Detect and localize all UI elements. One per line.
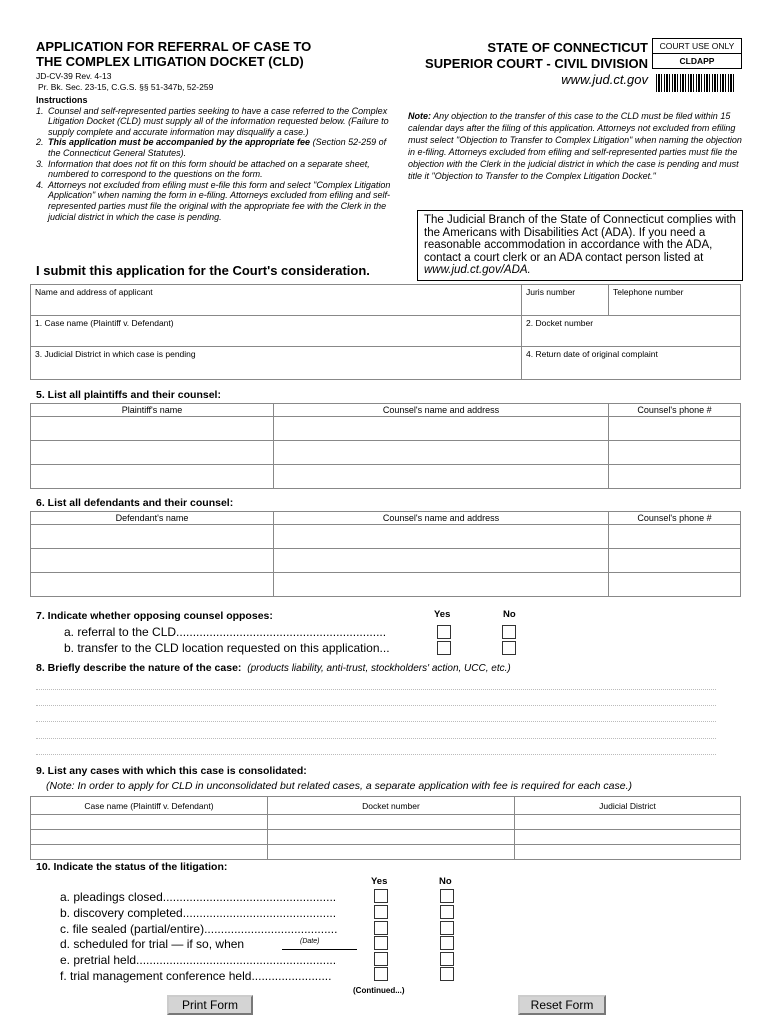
q8-heading-row: [36, 662, 511, 674]
defendants-heading: 6. List all defendants and their counsel:: [36, 497, 234, 509]
cell-input[interactable]: [609, 465, 741, 489]
cell-input[interactable]: [609, 549, 741, 573]
q10-item-a: a. pleadings closed....................................................: [60, 890, 337, 904]
q10-item-e: e. pretrial held............................................................: [60, 953, 337, 967]
court-header: [425, 40, 648, 88]
cell-input[interactable]: [31, 465, 274, 489]
cell-input[interactable]: [515, 830, 741, 845]
state-name: STATE OF CONNECTICUT: [487, 40, 648, 55]
q8-heading: 8. Briefly describe the nature of the case:: [36, 662, 242, 674]
q10a-yes-checkbox[interactable]: [374, 889, 388, 903]
q9-note: (Note: In order to apply for CLD in unconsolidated but related cases, a separate application with fee is required for each case.): [46, 780, 632, 792]
cell-input[interactable]: [268, 845, 515, 860]
q7-yes-label: Yes: [434, 609, 451, 620]
applicant-info-table: [30, 284, 741, 380]
cell-input[interactable]: [31, 417, 274, 441]
col-phone: Counsel's phone #: [609, 404, 741, 417]
court-name: SUPERIOR COURT - CIVIL DIVISION: [425, 56, 648, 71]
instruction-3: 3. Information that does not fit on this form should be attached on a separate sheet, numbered to correspond to the questions on the form.: [46, 159, 391, 180]
instruction-2: [46, 137, 391, 158]
submit-statement: I submit this application for the Court's consideration.: [36, 263, 370, 278]
q7b-yes-checkbox[interactable]: [437, 641, 451, 655]
q10-heading: 10. Indicate the status of the litigation:: [36, 861, 228, 873]
continued-label: (Continued...): [353, 986, 405, 995]
cell-input[interactable]: [274, 549, 609, 573]
plaintiffs-table: [30, 403, 741, 489]
q7a-yes-checkbox[interactable]: [437, 625, 451, 639]
cell-input[interactable]: [274, 441, 609, 465]
citation: Pr. Bk. Sec. 23-15, C.G.S. §§ 51-347b, 52-259: [38, 82, 214, 92]
col-counsel: Counsel's name and address: [274, 512, 609, 525]
instruction-2-rest: (Section 52-259 of the Connecticut General Statutes).: [48, 137, 387, 158]
trial-date-field[interactable]: [282, 949, 357, 950]
reset-form-button[interactable]: Reset Form: [518, 995, 606, 1015]
q10d-yes-checkbox[interactable]: [374, 936, 388, 950]
q10-item-d: d. scheduled for trial — if so, when: [60, 937, 245, 951]
court-use-code: CLDAPP: [653, 53, 741, 68]
cell-input[interactable]: [515, 815, 741, 830]
q10e-no-checkbox[interactable]: [440, 952, 454, 966]
q8-line[interactable]: [36, 721, 716, 722]
cell-input[interactable]: [609, 417, 741, 441]
website[interactable]: www.jud.ct.gov: [561, 72, 648, 87]
cell-input[interactable]: [268, 815, 515, 830]
table-row: [31, 549, 741, 573]
cell-input[interactable]: [609, 441, 741, 465]
cell-input[interactable]: [31, 845, 268, 860]
print-form-button[interactable]: Print Form: [167, 995, 253, 1015]
col-district: Judicial District: [515, 797, 741, 815]
col-case-name: Case name (Plaintiff v. Defendant): [31, 797, 268, 815]
table-row: [31, 441, 741, 465]
col-docket: Docket number: [268, 797, 515, 815]
q9-heading: 9. List any cases with which this case is consolidated:: [36, 765, 307, 777]
q8-line[interactable]: [36, 738, 716, 739]
cell-input[interactable]: [515, 845, 741, 860]
q7b-no-checkbox[interactable]: [502, 641, 516, 655]
col-defendant-name: Defendant's name: [31, 512, 274, 525]
juris-field[interactable]: Juris number: [522, 285, 609, 316]
col-counsel: Counsel's name and address: [274, 404, 609, 417]
q10f-yes-checkbox[interactable]: [374, 967, 388, 981]
instruction-4: 4. Attorneys not excluded from efiling must e-file this form and select "Complex Litigation Application" when naming the form in e-filing. Attorneys excluded from efiling and self-represented parties must file the original with the appropriate fee with the Clerk in the judicial district in which the case is pending.: [46, 180, 391, 222]
court-use-label: COURT USE ONLY: [659, 41, 735, 51]
q10d-no-checkbox[interactable]: [440, 936, 454, 950]
table-row: [31, 573, 741, 597]
q8-line[interactable]: [36, 754, 716, 755]
cell-input[interactable]: [31, 525, 274, 549]
q7a-no-checkbox[interactable]: [502, 625, 516, 639]
cell-input[interactable]: [609, 525, 741, 549]
table-row: [31, 525, 741, 549]
q10-no-label: No: [439, 876, 452, 887]
col-plaintiff-name: Plaintiff's name: [31, 404, 274, 417]
barcode: [656, 74, 736, 92]
q7-no-label: No: [503, 609, 516, 620]
plaintiffs-heading: 5. List all plaintiffs and their counsel:: [36, 389, 221, 401]
table-row: [31, 830, 741, 845]
q10c-yes-checkbox[interactable]: [374, 921, 388, 935]
cell-input[interactable]: [31, 573, 274, 597]
title-line-1: APPLICATION FOR REFERRAL OF CASE TO: [36, 39, 312, 54]
q10-item-c: c. file sealed (partial/entire)........................................: [60, 922, 338, 936]
q10-item-f: f. trial management conference held........................: [60, 969, 332, 983]
q7-item-b: b. transfer to the CLD location requested on this application...: [64, 641, 390, 655]
note-label: Note:: [408, 111, 431, 121]
q10e-yes-checkbox[interactable]: [374, 952, 388, 966]
instructions-heading: Instructions: [36, 95, 88, 105]
q8-line[interactable]: [36, 705, 716, 706]
instruction-2-bold: This application must be accompanied by the appropriate fee: [48, 137, 311, 148]
q10-item-b: b. discovery completed..............................................: [60, 906, 337, 920]
q10a-no-checkbox[interactable]: [440, 889, 454, 903]
col-phone: Counsel's phone #: [609, 512, 741, 525]
q10c-no-checkbox[interactable]: [440, 921, 454, 935]
table-row: [31, 465, 741, 489]
table-row: [31, 417, 741, 441]
applicant-field[interactable]: Name and address of applicant: [31, 285, 522, 316]
q10-yes-label: Yes: [371, 876, 388, 887]
objection-note: [408, 110, 743, 182]
return-date-field[interactable]: 4. Return date of original complaint: [522, 347, 741, 380]
defendants-table: [30, 511, 741, 597]
q10b-no-checkbox[interactable]: [440, 905, 454, 919]
q7-item-a: a. referral to the CLD...............................................................: [64, 625, 387, 639]
title-line-2: THE COMPLEX LITIGATION DOCKET (CLD): [36, 54, 304, 69]
district-field[interactable]: 3. Judicial District in which case is pending: [31, 347, 522, 380]
cell-input[interactable]: [268, 830, 515, 845]
q7-heading: 7. Indicate whether opposing counsel opposes:: [36, 610, 273, 622]
table-row: [31, 815, 741, 830]
cell-input[interactable]: [609, 573, 741, 597]
form-code: JD-CV-39 Rev. 4-13: [36, 71, 112, 81]
cell-input[interactable]: [274, 465, 609, 489]
instructions: [36, 95, 391, 222]
note-text: Any objection to the transfer of this case to the CLD must be filed within 15 calendar days after the filing of this application. Attorneys not excluded from efiling must select "Objection to Transfer to Complex Litigation" when naming the objection in e-filing. Attorneys excluded from efiling and self-represented parties must file the objection with the Clerk in the judicial district in which the case is pending and must title it "Objection to Transfer to the Complex Litigation Docket.": [408, 111, 742, 181]
cell-input[interactable]: [31, 830, 268, 845]
cell-input[interactable]: [274, 573, 609, 597]
q10f-no-checkbox[interactable]: [440, 967, 454, 981]
ada-text: The Judicial Branch of the State of Connecticut complies with the Americans with Disabilities Act (ADA). If you need a reasonable accommodation in accordance with the ADA, contact a court clerk or an ADA contact person listed at: [424, 214, 736, 264]
q10b-yes-checkbox[interactable]: [374, 905, 388, 919]
ada-notice: [417, 210, 743, 281]
q8-line[interactable]: [36, 689, 716, 690]
instruction-1: 1. Counsel and self-represented parties seeking to have a case referred to the Complex Litigation Docket (CLD) must supply all of the information requested below. (Failure to supply complete and accurate information may disqualify a case.): [46, 106, 391, 138]
court-use-box: [652, 38, 742, 69]
cell-input[interactable]: [274, 525, 609, 549]
phone-field[interactable]: Telephone number: [609, 285, 741, 316]
cell-input[interactable]: [31, 815, 268, 830]
consolidated-cases-table: [30, 796, 741, 860]
date-label: (Date): [300, 938, 320, 945]
case-name-field[interactable]: 1. Case name (Plaintiff v. Defendant): [31, 316, 522, 347]
docket-field[interactable]: 2. Docket number: [522, 316, 741, 347]
cell-input[interactable]: [274, 417, 609, 441]
cell-input[interactable]: [31, 549, 274, 573]
form-title: [36, 39, 311, 69]
ada-link[interactable]: www.jud.ct.gov/ADA.: [424, 264, 531, 276]
q8-hint: (products liability, anti-trust, stockholders' action, UCC, etc.): [247, 663, 511, 674]
table-row: [31, 845, 741, 860]
cell-input[interactable]: [31, 441, 274, 465]
